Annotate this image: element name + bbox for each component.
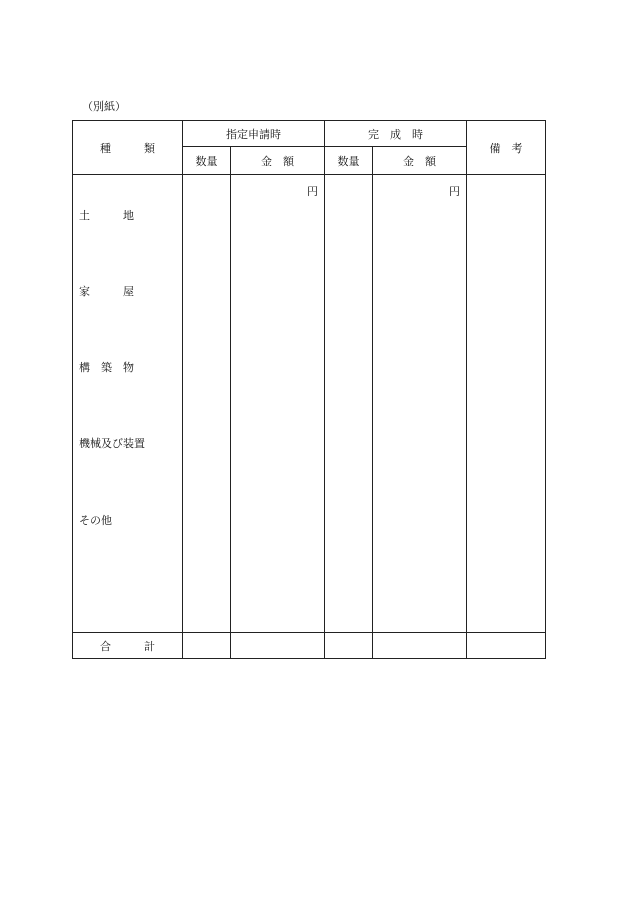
yen-unit-label: 円 [449,185,460,198]
designation-amount-field[interactable] [231,175,325,633]
asset-table [72,120,546,659]
designation-quantity-header: 数量 [183,147,231,175]
item-other: その他 [79,514,112,527]
body-row [73,175,546,633]
remarks-field[interactable] [467,175,546,633]
completion-header: 完 成 時 [325,121,467,147]
designation-amount-header: 金 額 [231,147,325,175]
designation-quantity-field[interactable] [183,175,231,633]
completion-amount-field[interactable] [373,175,467,633]
total-designation-quantity-field[interactable] [183,633,231,659]
total-designation-amount-field[interactable] [231,633,325,659]
total-completion-amount-field[interactable] [373,633,467,659]
attachment-note: （別紙） [82,100,126,113]
item-land: 土 地 [79,209,134,222]
item-machinery: 機械及び装置 [79,437,145,450]
completion-quantity-header: 数量 [325,147,373,175]
header-row-1 [73,121,546,147]
item-structure: 構 築 物 [79,361,134,374]
total-remarks-field[interactable] [467,633,546,659]
total-label: 合 計 [73,633,183,659]
yen-unit-label: 円 [307,185,318,198]
total-completion-quantity-field[interactable] [325,633,373,659]
kind-list-cell [73,175,183,633]
remarks-header: 備 考 [467,121,546,175]
item-building: 家 屋 [79,285,134,298]
completion-amount-header: 金 額 [373,147,467,175]
designation-header: 指定申請時 [183,121,325,147]
completion-quantity-field[interactable] [325,175,373,633]
kind-header: 種 類 [73,121,183,175]
total-row [73,633,546,659]
